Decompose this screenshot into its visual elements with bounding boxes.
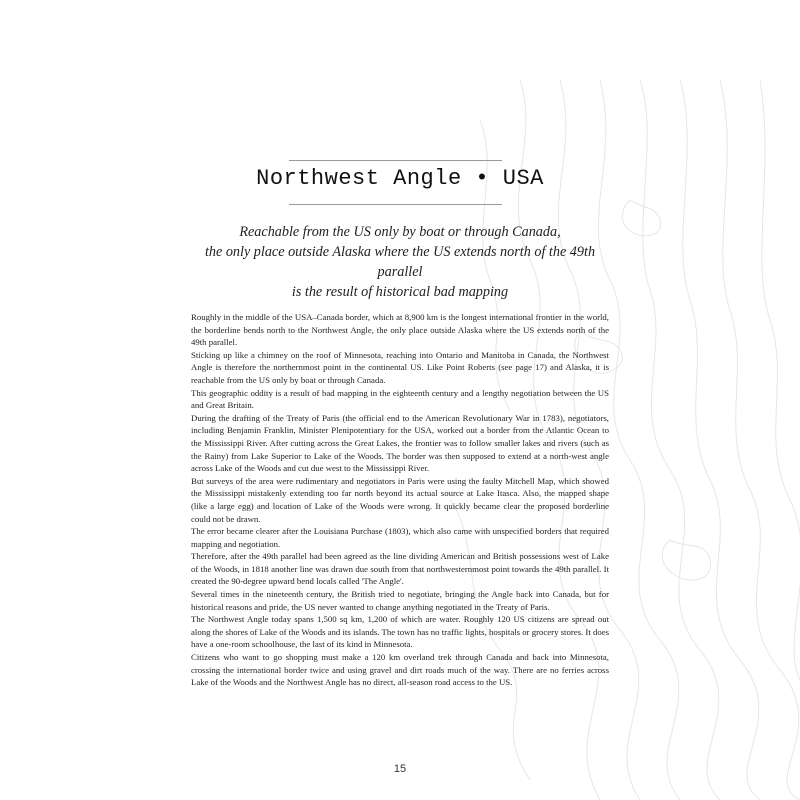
paragraph: The Northwest Angle today spans 1,500 sq km, 1,200 of which are water. Roughly 120 US citizens are spread out along the shores of Lake of the Woods and its islands. The town has no traffic lights, hospitals or grocery stores. It does have a one-room schoolhouse, the last of its kind in Minnesota. xyxy=(191,614,610,650)
body-text xyxy=(191,311,609,689)
page-number: 15 xyxy=(393,763,407,775)
subtitle-line: Reachable from the US only by boat or through Canada, xyxy=(239,224,561,240)
paragraph: Sticking up like a chimney on the roof of Minnesota, reaching into Ontario and Manitoba in Canada, the Northwest Angle is therefore the northernmost point in the continental US. Like Point Roberts (see page 17) and Alaska, it is reachable from the US only by boat or through Canada. xyxy=(191,349,609,385)
subtitle-line: the only place outside Alaska where the US extends north of the 49th parallel xyxy=(204,244,596,280)
subtitle-line: is the result of historical bad mapping xyxy=(291,284,509,300)
paragraph: Therefore, after the 49th parallel had been agreed as the line dividing American and British possessions west of Lake of the Woods, in 1818 another line was drawn due south from that northwesternmost point towards the 49th parallel. It created the 90-degree upward bend locals called 'The Angle'. xyxy=(191,551,609,587)
paragraph: During the drafting of the Treaty of Paris (the official end to the American Revolutionary War in 1783), negotiators, including Benjamin Franklin, Minister Plenipotentiary for the USA, worked out a border from the Atlantic Ocean to the Mississippi River. After cutting across the Great Lakes, the frontier was to follow smaller lakes and rivers (such as the Rainy) from Lake Superior to Lake of the Woods. The border was then supposed to extend at a north-west angle across Lake of the Woods and cut due west to the Mississippi River. xyxy=(191,412,609,474)
title-top-rule xyxy=(289,160,502,161)
page-title: Northwest Angle • USA xyxy=(256,166,544,191)
paragraph: The error became clearer after the Louisiana Purchase (1803), which also came with unspecified borders that required mapping and negotiation. xyxy=(191,526,609,549)
paragraph: Several times in the nineteenth century, the British tried to negotiate, bringing the Angle back into Canada, but for historical reasons and pride, the US never wanted to change anything negotiated in the Treaty of Paris. xyxy=(191,589,609,612)
subtitle xyxy=(190,222,610,302)
paragraph: Citizens who want to go shopping must make a 120 km overland trek through Canada and back into Minnesota, crossing the international border twice and using gravel and dirt roads much of the way. There are no ferries across Lake of the Woods and the Northwest Angle has no direct, all-season road access to the US. xyxy=(191,652,609,688)
paragraph: But surveys of the area were rudimentary and negotiators in Paris were using the faulty Mitchell Map, which showed the Mississippi mistakenly extending too far north beyond its actual source at Lake Itasca. Also, the mapped shape (like a large egg) and location of Lake of the Woods were wrong. It quickly became clear the proposed borderline could not be drawn. xyxy=(191,475,609,524)
paragraph: This geographic oddity is a result of bad mapping in the eighteenth century and a lengthy negotiation between the US and Great Britain. xyxy=(191,387,609,411)
paragraph: Roughly in the middle of the USA–Canada border, which at 8,900 km is the longest international frontier in the world, the borderline bends north to the Northwest Angle, the only place outside Alaska where the US extends north of the 49th parallel. xyxy=(191,312,609,348)
title-bottom-rule xyxy=(289,204,502,205)
